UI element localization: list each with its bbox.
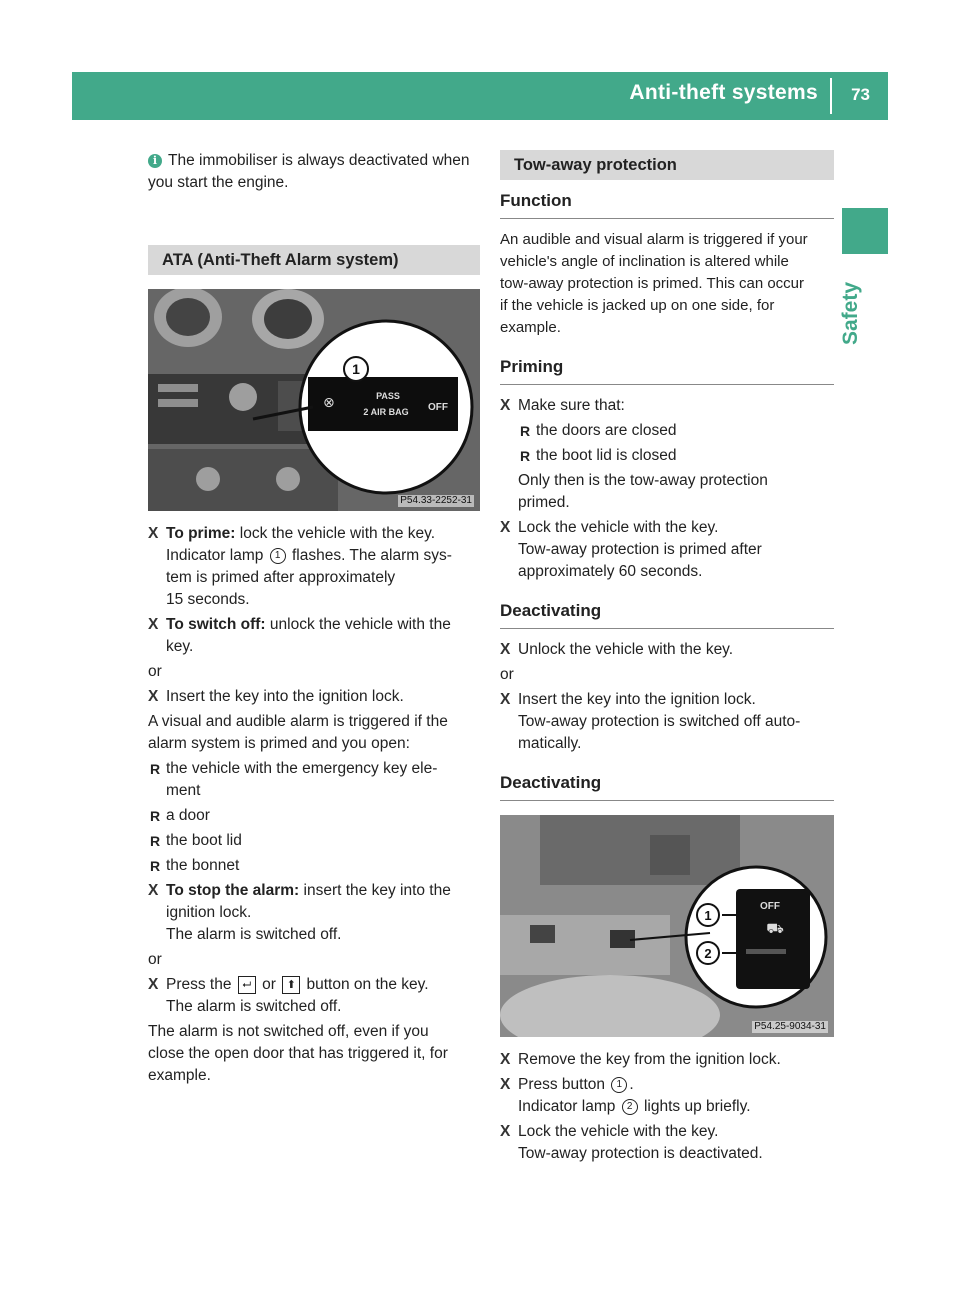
page-number: 73: [851, 85, 870, 104]
instruction-stop-alarm: X To stop the alarm: insert the key into the ignition lock. The alarm is switched off.: [148, 882, 451, 943]
closing-note: The alarm is not switched off, even if you close the open door that has triggered it, for example.: [148, 1023, 448, 1084]
panel-airbag: 2 AIR BAG: [363, 407, 409, 417]
instruction-prime: X To prime: lock the vehicle with the key. Indicator lamp 1 flashes. The alarm sys- tem is primed after approximately 15 seconds.: [148, 525, 452, 608]
instruction-press-button: X Press the ⮠ or ⬆ button on the key. The alarm is switched off.: [148, 976, 429, 1015]
or-text: or: [500, 666, 514, 683]
side-section-label: Safety: [839, 281, 862, 345]
instruction-marker: X: [148, 525, 159, 542]
instruction-lock: X Lock the vehicle with the key. Tow-away protection is primed after approximately 60 seconds.: [500, 519, 762, 580]
photo1-callout: 1: [352, 361, 360, 377]
svg-text:⊗: ⊗: [323, 395, 335, 411]
overhead-illustration: [500, 815, 834, 1037]
bullet-item: R the boot lid is closed: [520, 447, 677, 464]
callout-1-icon: 1: [270, 548, 286, 564]
instruction-remove-key: X Remove the key from the ignition lock.: [500, 1051, 781, 1068]
callout-1-icon: 1: [611, 1077, 627, 1093]
photo2-callout-1: 1: [704, 908, 712, 923]
photo-code: P54.33-2252-31: [400, 495, 472, 506]
bullet-item: R the vehicle with the emergency key ele- ment: [150, 760, 438, 799]
photo2-callout-2: 2: [704, 946, 712, 961]
priming-heading: Priming: [500, 356, 834, 385]
right-column: [500, 150, 834, 1168]
function-text: An audible and visual alarm is triggered if your vehicle's angle of inclination is altered while tow-away protection is primed. This can occur if the vehicle is jacked up on one side, for example.: [500, 231, 808, 336]
switch-off-label: OFF: [760, 901, 780, 912]
dashboard-illustration: [148, 289, 480, 511]
alarm-description: A visual and audible alarm is triggered if the alarm system is primed and you open:: [148, 713, 448, 752]
instruction-press-button: X Press button 1 . Indicator lamp 2 lights up briefly.: [500, 1076, 751, 1115]
bullet-item: R the boot lid: [150, 832, 242, 849]
callout-2-icon: 2: [622, 1099, 638, 1115]
instruction-insert-key: X Insert the key into the ignition lock.: [148, 688, 404, 705]
function-heading: Function: [500, 190, 834, 219]
panel-off: OFF: [428, 402, 448, 413]
ata-section-heading: ATA (Anti-Theft Alarm system): [148, 245, 480, 275]
only-then-text: Only then is the tow-away protection primed.: [518, 472, 768, 511]
instruction-lock-vehicle: X Lock the vehicle with the key. Tow-away protection is deactivated.: [500, 1123, 763, 1162]
chapter-title: Anti-theft systems: [629, 81, 818, 104]
page-header: [72, 72, 888, 120]
deactivating-heading-2: Deactivating: [500, 772, 834, 801]
bullet-item: R a door: [150, 807, 210, 824]
header-separator: [830, 78, 832, 114]
info-icon: i: [148, 154, 162, 168]
instruction-insert-key: X Insert the key into the ignition lock. Tow-away protection is switched off auto- matically.: [500, 691, 801, 752]
ata-dashboard-photo: [148, 289, 480, 511]
left-column: [148, 150, 480, 1090]
tow-away-section-heading: Tow-away protection: [500, 150, 834, 180]
panel-pass: PASS: [376, 391, 400, 401]
instruction-switch-off: X To switch off: unlock the vehicle with the key.: [148, 616, 451, 655]
or-text: or: [148, 951, 162, 968]
lock-key-icon: ⬆: [282, 976, 300, 994]
deactivating-heading: Deactivating: [500, 600, 834, 629]
side-tab: [842, 208, 888, 254]
bullet-item: R the bonnet: [150, 857, 240, 874]
or-text: or: [148, 663, 162, 680]
instruction-unlock: X Unlock the vehicle with the key.: [500, 641, 734, 658]
photo-code: P54.25-9034-31: [754, 1021, 826, 1032]
overhead-control-photo: [500, 815, 834, 1037]
unlock-key-icon: ⮠: [238, 976, 256, 994]
info-note: i The immobiliser is always deactivated when you start the engine.: [148, 152, 470, 191]
bullet-item: R the doors are closed: [520, 422, 677, 439]
instruction-make-sure: X Make sure that:: [500, 397, 625, 414]
svg-text:⛟: ⛟: [766, 921, 784, 937]
